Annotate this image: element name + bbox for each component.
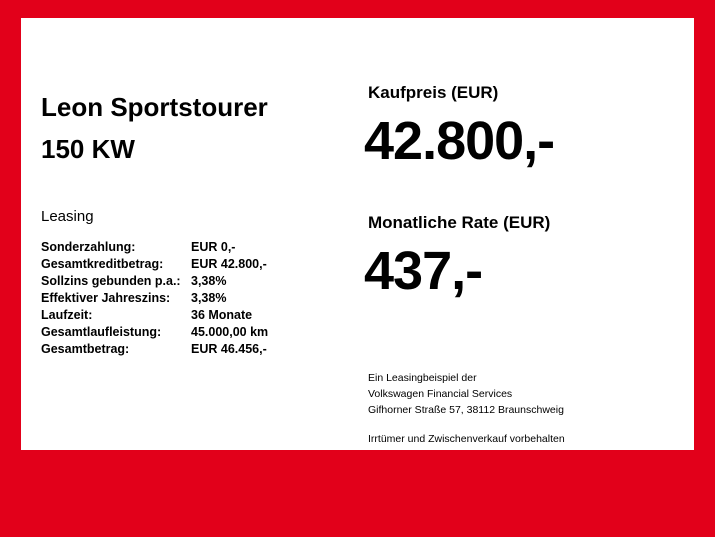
vehicle-model-name: Leon Sportstourer (41, 92, 268, 122)
spec-value: 3,38% (191, 274, 227, 288)
table-row (41, 325, 268, 342)
spec-label: Gesamtkreditbetrag: (41, 257, 164, 271)
table-row (41, 257, 268, 274)
price-block (348, 18, 694, 450)
monthly-rate-label: Monatliche Rate (EUR) (368, 213, 551, 232)
spec-value: EUR 46.456,- (191, 342, 267, 356)
spec-label: Gesamtbetrag: (41, 342, 130, 356)
spec-value: 36 Monate (191, 308, 253, 322)
spec-label: Sollzins gebunden p.a.: (41, 274, 181, 288)
spec-value: 3,38% (191, 291, 227, 305)
vehicle-power: 150 KW (41, 134, 135, 164)
footnote-line-1: Ein Leasingbeispiel der (368, 372, 477, 384)
spec-label: Gesamtlaufleistung: (41, 325, 162, 339)
spec-value: EUR 0,- (191, 240, 236, 254)
table-row (41, 342, 268, 359)
offer-card (21, 18, 694, 450)
spec-label: Sonderzahlung: (41, 240, 136, 254)
spec-value: 45.000,00 km (191, 325, 269, 339)
leasing-heading: Leasing (41, 208, 94, 225)
table-row (41, 240, 268, 257)
footnote-block (368, 370, 565, 447)
footnote-line-2: Volkswagen Financial Services (368, 388, 513, 400)
table-row (41, 308, 268, 325)
table-row (41, 274, 268, 291)
footnote-line-3: Gifhorner Straße 57, 38112 Braunschweig (368, 404, 564, 416)
spec-label: Laufzeit: (41, 308, 93, 322)
table-row (41, 291, 268, 308)
spec-value: EUR 42.800,- (191, 257, 267, 271)
spec-label: Effektiver Jahreszins: (41, 291, 171, 305)
footnote-disclaimer: Irrtümer und Zwischenverkauf vorbehalten (368, 433, 565, 445)
purchase-price-label: Kaufpreis (EUR) (368, 83, 499, 102)
monthly-rate-value: 437,- (364, 241, 483, 301)
leasing-details-table (41, 240, 268, 359)
purchase-price-value: 42.800,- (364, 111, 555, 171)
vehicle-title-block (41, 90, 361, 166)
